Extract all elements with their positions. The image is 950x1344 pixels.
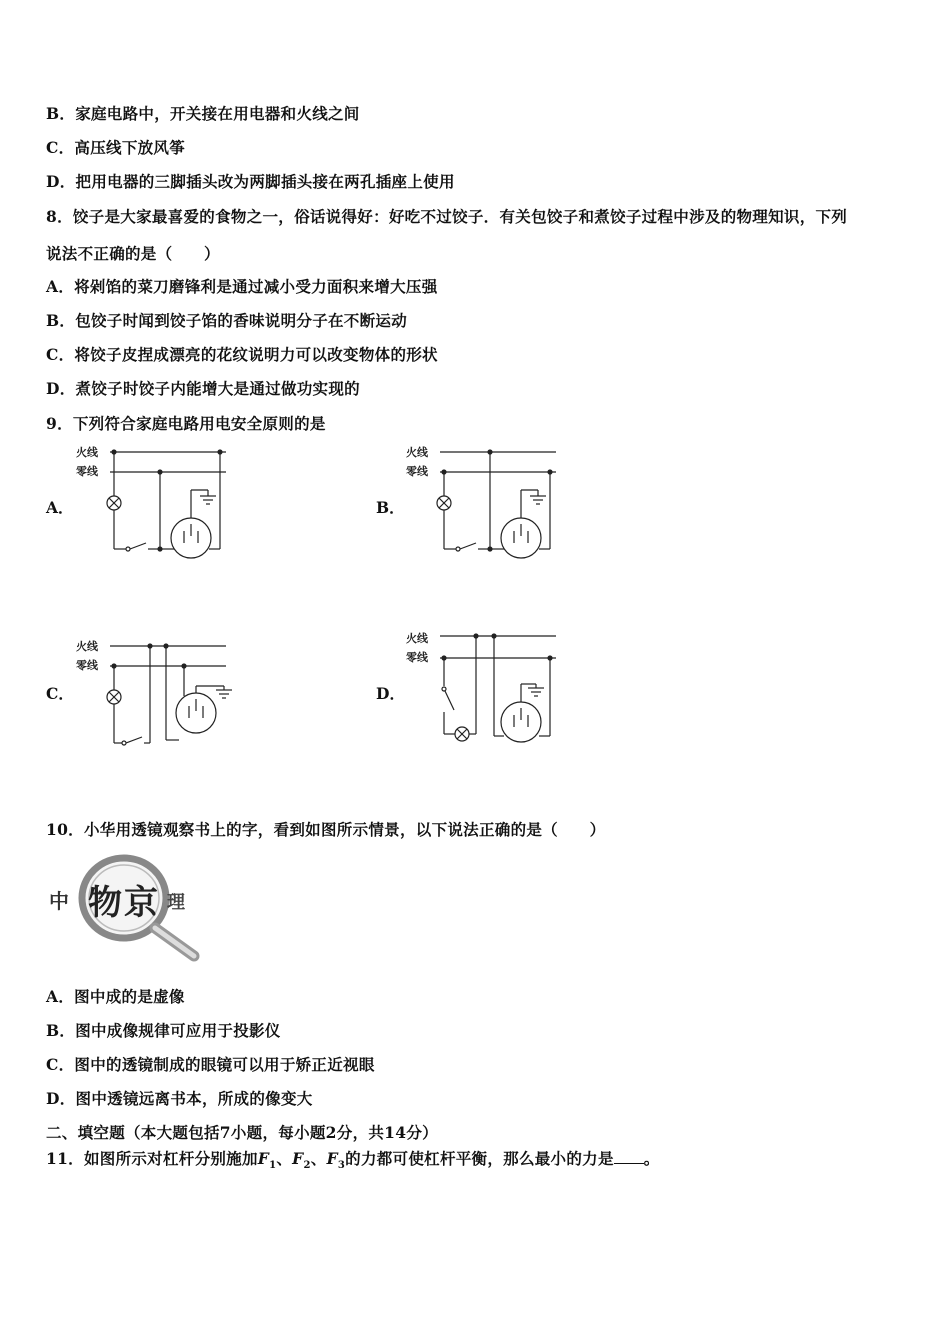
q7-option-c: C．高压线下放风筝 — [46, 138, 186, 157]
q8-option-d: D．煮饺子时饺子内能增大是通过做功实现的 — [46, 379, 360, 398]
q10-option-d: D．图中透镜远离书本，所成的像变大 — [46, 1089, 313, 1108]
q9-label-d: D． — [376, 684, 405, 703]
q10-option-c: C．图中的透镜制成的眼镜可以用于矫正近视眼 — [46, 1055, 375, 1074]
circuit-diagram-d — [404, 628, 564, 757]
figure-char-magnified-2: 京 — [124, 883, 158, 923]
neutral-wire-label: 零线 — [406, 651, 428, 664]
magnifier-figure — [46, 848, 206, 967]
live-wire-label: 火线 — [76, 446, 98, 459]
section-2-heading: 二、填空题（本大题包括7小题，每小题2分，共14分） — [46, 1123, 438, 1142]
figure-char-left: 中 — [49, 889, 69, 913]
q8-option-a: A．将剁馅的菜刀磨锋利是通过减小受力面积来增大压强 — [46, 277, 438, 296]
q11-prefix: 11．如图所示对杠杆分别施加 — [46, 1149, 258, 1168]
q11-f3-sub: 3 — [337, 1160, 346, 1172]
figure-char-right: 理 — [167, 892, 185, 913]
q8-option-b: B．包饺子时闻到饺子馅的香味说明分子在不断运动 — [46, 311, 408, 330]
live-wire-label: 火线 — [406, 446, 428, 459]
circuit-diagram-a — [74, 442, 234, 571]
q9-label-b: B． — [376, 498, 405, 517]
q11-f1-sub: 1 — [269, 1160, 277, 1172]
q10-option-b: B．图中成像规律可应用于投影仪 — [46, 1021, 281, 1040]
live-wire-label: 火线 — [406, 632, 428, 645]
figure-char-magnified-1: 物 — [88, 883, 122, 923]
q7-option-d: D．把用电器的三脚插头改为两脚插头接在两孔插座上使用 — [46, 172, 455, 191]
neutral-wire-label: 零线 — [406, 465, 428, 478]
neutral-wire-label: 零线 — [76, 659, 98, 672]
q9-label-a: A． — [46, 498, 74, 517]
q11-sep1: 、 — [276, 1149, 293, 1168]
q11-stem — [46, 1147, 660, 1171]
q8-option-c: C．将饺子皮捏成漂亮的花纹说明力可以改变物体的形状 — [46, 345, 438, 364]
q11-f3: F — [326, 1149, 338, 1168]
q9-label-c: C． — [46, 684, 74, 703]
q8-stem-line1: 8．饺子是大家最喜爱的食物之一，俗话说得好：好吃不过饺子．有关包饺子和煮饺子过程中涉及的物理知识，下列 — [46, 207, 848, 226]
q9-stem: 9．下列符合家庭电路用电安全原则的是 — [46, 414, 326, 433]
q8-stem-line2: 说法不正确的是（ ） — [46, 244, 220, 263]
circuit-diagram-c — [74, 636, 244, 765]
q11-answer-blank[interactable] — [614, 1151, 644, 1164]
q10-option-a: A．图中成的是虚像 — [46, 987, 185, 1006]
q11-f2: F — [292, 1149, 304, 1168]
q11-end: 。 — [643, 1149, 660, 1168]
q11-f1: F — [257, 1149, 270, 1168]
q11-suffix: 的力都可使杠杆平衡，那么最小的力是 — [345, 1149, 614, 1168]
q10-stem: 10．小华用透镜观察书上的字，看到如图所示情景，以下说法正确的是（ ） — [46, 820, 606, 839]
q11-f2-sub: 2 — [303, 1160, 311, 1172]
q7-option-b: B．家庭电路中，开关接在用电器和火线之间 — [46, 104, 360, 123]
q11-sep2: 、 — [310, 1149, 327, 1168]
live-wire-label: 火线 — [76, 640, 98, 653]
circuit-diagram-b — [404, 442, 564, 571]
neutral-wire-label: 零线 — [76, 465, 98, 478]
